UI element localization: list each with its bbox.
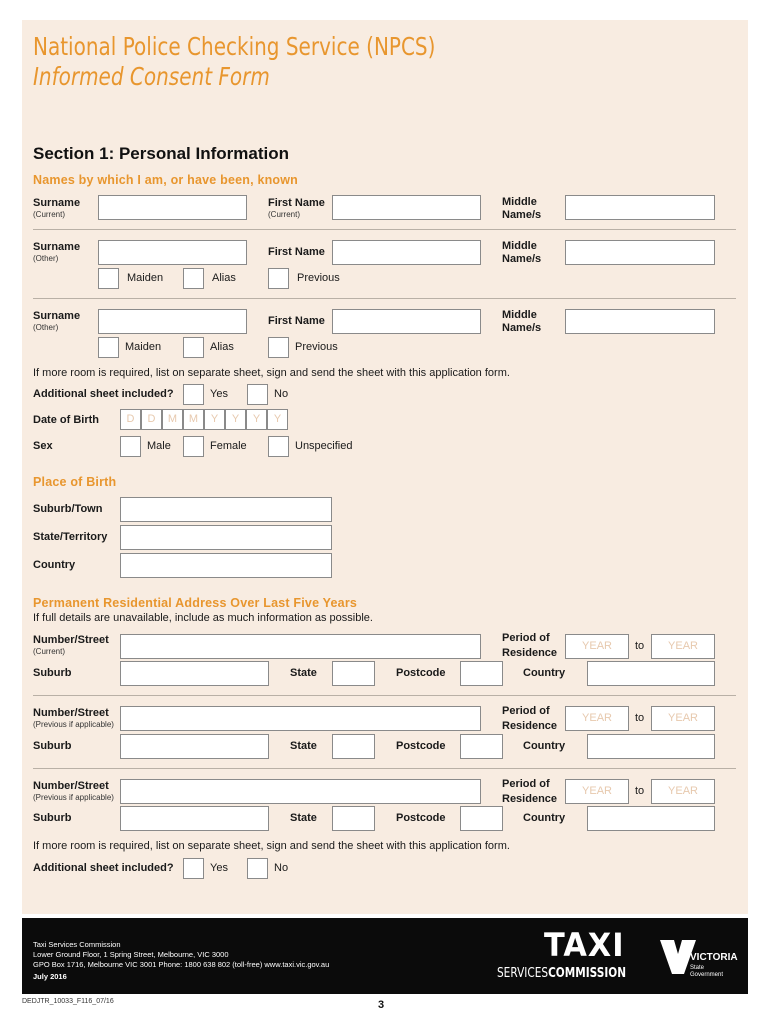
middle-names-current-input[interactable] [565,195,715,220]
unspecified-label: Unspecified [295,440,353,452]
maiden-label: Maiden [125,341,162,353]
surname-current-input[interactable] [98,195,247,220]
surname-label: Surname [33,241,81,253]
period-to-current-input[interactable]: YEAR [651,634,715,659]
additional-sheet-label: Additional sheet included? [33,862,174,874]
footer-date: July 2016 [33,972,67,981]
previous-sublabel: (Previous if applicable) [33,793,114,802]
divider [33,298,736,299]
surname-label: Surname [33,197,81,209]
postcode-previous-2-input[interactable] [460,806,503,831]
names-heading: Names by which I am, or have been, known [33,173,299,187]
page-number: 3 [378,999,385,1011]
postcode-current-input[interactable] [460,661,503,686]
first-name-current-input[interactable] [332,195,481,220]
more-room-note: If more room is required, list on separate sheet, sign and send the sheet with this application form. [33,367,510,379]
first-name-label: First Name [268,315,325,327]
dob-day-2-input[interactable]: D [141,409,162,430]
surname-label: Surname [33,310,81,322]
logo-services: SERVICES [497,965,549,981]
residence-label: Residence [502,647,558,659]
birth-suburb-input[interactable] [120,497,332,522]
divider [33,229,736,230]
alias-label: Alias [210,341,234,353]
street-previous-2-input[interactable] [120,779,481,804]
logo-commission: COMMISSION [548,965,627,981]
number-street-label: Number/Street [33,780,109,792]
country-label: Country [523,667,566,679]
state-previous-1-input[interactable] [332,734,375,759]
first-name-current-sublabel: (Current) [268,210,301,219]
yes-label: Yes [210,862,228,874]
country-label: Country [523,740,566,752]
surname-other-2-input[interactable] [98,309,247,334]
male-label: Male [147,440,171,452]
country-previous-2-input[interactable] [587,806,715,831]
state-previous-2-input[interactable] [332,806,375,831]
state-label: State [290,812,317,824]
form-title: National Police Checking Service (NPCS) [33,32,436,61]
footer-address1: Lower Ground Floor, 1 Spring Street, Melbourne, VIC 3000 [33,950,229,959]
footer-address2: GPO Box 1716, Melbourne VIC 3001 Phone: 1800 638 802 (toll-free) www.taxi.vic.gov.au [33,960,330,969]
additional-sheet-no-checkbox[interactable] [247,858,268,879]
country-label: Country [33,559,76,571]
street-previous-1-input[interactable] [120,706,481,731]
document-code: DEDJTR_10033_F116_07/16 [22,998,114,1005]
victoria-sub1: State [690,965,705,971]
residence-label: Residence [502,720,558,732]
additional-sheet-yes-checkbox[interactable] [183,384,204,405]
services-commission-logo [497,965,626,981]
postcode-previous-1-input[interactable] [460,734,503,759]
taxi-logo: TAXI [544,926,625,964]
victoria-logo-text: VICTORIA [690,952,738,963]
middle-names-other-input[interactable] [565,240,715,265]
postcode-label: Postcode [396,667,446,679]
victoria-sub2: Government [690,972,724,978]
period-of-label: Period of [502,632,550,644]
period-of-label: Period of [502,705,550,717]
dob-label: Date of Birth [33,414,99,426]
period-from-previous-1-input[interactable]: YEAR [565,706,629,731]
residence-label: Residence [502,793,558,805]
dob-year-2-input[interactable]: Y [225,409,246,430]
female-label: Female [210,440,247,452]
previous-checkbox[interactable] [268,268,289,289]
address-note: If full details are unavailable, include as much information as possible. [33,612,373,624]
suburb-label: Suburb [33,740,72,752]
form-subtitle: Informed Consent Form [33,62,270,91]
period-to-previous-2-input[interactable]: YEAR [651,779,715,804]
dob-year-1-input[interactable]: Y [204,409,225,430]
sex-label: Sex [33,440,53,452]
previous-sublabel: (Previous if applicable) [33,720,114,729]
middle-names-label: Middle Name/s [502,196,542,221]
footer [22,918,748,994]
no-label: No [274,862,289,874]
first-name-other-input[interactable] [332,240,481,265]
period-from-current-input[interactable]: YEAR [565,634,629,659]
form-page [22,20,748,914]
maiden-label: Maiden [127,272,164,284]
to-label: to [635,712,645,724]
surname-other-input[interactable] [98,240,247,265]
current-sublabel: (Current) [33,647,66,656]
dob-day-1-input[interactable]: D [120,409,141,430]
sex-male-checkbox[interactable] [120,436,141,457]
surname-other-sublabel: (Other) [33,323,59,332]
place-of-birth-heading: Place of Birth [33,475,117,489]
previous-label: Previous [295,341,338,353]
suburb-previous-2-input[interactable] [120,806,269,831]
alias-label: Alias [212,272,236,284]
birth-country-input[interactable] [120,553,332,578]
dob-year-3-input[interactable]: Y [246,409,267,430]
surname-other-sublabel: (Other) [33,254,59,263]
street-current-input[interactable] [120,634,481,659]
country-previous-1-input[interactable] [587,734,715,759]
suburb-town-label: Suburb/Town [33,503,103,515]
suburb-label: Suburb [33,812,72,824]
state-territory-label: State/Territory [33,531,108,543]
country-current-input[interactable] [587,661,715,686]
maiden-checkbox[interactable] [98,337,119,358]
sex-unspecified-checkbox[interactable] [268,436,289,457]
number-street-label: Number/Street [33,707,109,719]
period-to-previous-1-input[interactable]: YEAR [651,706,715,731]
to-label: to [635,785,645,797]
yes-label: Yes [210,388,228,400]
maiden-checkbox[interactable] [98,268,119,289]
first-name-other-2-input[interactable] [332,309,481,334]
period-from-previous-2-input[interactable]: YEAR [565,779,629,804]
suburb-label: Suburb [33,667,72,679]
birth-state-input[interactable] [120,525,332,550]
alias-checkbox[interactable] [183,268,204,289]
dob-year-4-input[interactable]: Y [267,409,288,430]
country-label: Country [523,812,566,824]
state-current-input[interactable] [332,661,375,686]
middle-names-other-2-input[interactable] [565,309,715,334]
postcode-label: Postcode [396,740,446,752]
additional-sheet-yes-checkbox[interactable] [183,858,204,879]
surname-current-sublabel: (Current) [33,210,66,219]
section-heading: Section 1: Personal Information [33,144,289,163]
dob-month-2-input[interactable]: M [183,409,204,430]
state-label: State [290,740,317,752]
divider [33,695,736,696]
middle-names-label: Middle Name/s [502,240,542,265]
postcode-label: Postcode [396,812,446,824]
sex-female-checkbox[interactable] [183,436,204,457]
first-name-label: First Name [268,246,325,258]
alias-checkbox[interactable] [183,337,204,358]
divider [33,768,736,769]
suburb-previous-1-input[interactable] [120,734,269,759]
additional-sheet-no-checkbox[interactable] [247,384,268,405]
dob-month-1-input[interactable]: M [162,409,183,430]
previous-checkbox[interactable] [268,337,289,358]
more-room-note: If more room is required, list on separate sheet, sign and send the sheet with this application form. [33,840,510,852]
number-street-label: Number/Street [33,634,109,646]
suburb-current-input[interactable] [120,661,269,686]
to-label: to [635,640,645,652]
period-of-label: Period of [502,778,550,790]
additional-sheet-label: Additional sheet included? [33,388,174,400]
middle-names-label: Middle Name/s [502,309,542,334]
state-label: State [290,667,317,679]
no-label: No [274,388,289,400]
address-heading: Permanent Residential Address Over Last Five Years [33,596,358,610]
first-name-label: First Name [268,197,325,209]
previous-label: Previous [297,272,340,284]
footer-org: Taxi Services Commission [33,940,121,949]
